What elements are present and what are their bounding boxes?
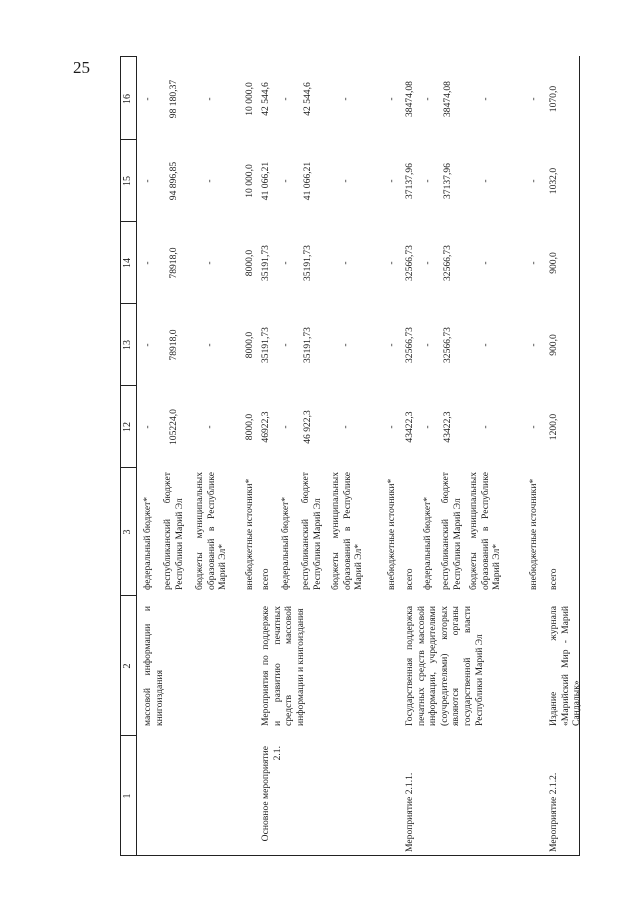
row-0-2-c13: -	[204, 343, 215, 347]
row-2-4-c15: -	[528, 179, 539, 183]
row-0-1-c13: 78918,0	[168, 329, 179, 361]
row-2-4-c12: -	[528, 425, 539, 429]
row-2-source-0: всего	[404, 568, 415, 590]
row-2-2-c12: 43422,3	[442, 411, 453, 443]
row-3-0-c14: 900,0	[548, 252, 559, 274]
row-2-3-c16: -	[480, 97, 491, 101]
row-0-source-0: федеральный бюджет*	[142, 496, 153, 590]
header-divider	[120, 385, 136, 386]
row-1-source-0: всего	[260, 568, 271, 590]
row-0-3-c16: 10 000,0	[244, 82, 255, 116]
row-0-name: массовой информации и книгоиздания	[142, 606, 165, 726]
row-2-3-c12: -	[480, 425, 491, 429]
row-1-1-c15: -	[280, 179, 291, 183]
row-2-source-1: федеральный бюджет*	[422, 496, 433, 590]
row-2-4-c16: -	[528, 97, 539, 101]
row-1-0-c13: 35191,73	[260, 327, 271, 363]
row-0-2-c16: -	[204, 97, 215, 101]
row-0-1-c15: 94 896,85	[168, 161, 179, 201]
row-1-0-c12: 46922,3	[260, 411, 271, 443]
row-1-0-c16: 42 544,6	[260, 82, 271, 116]
row-2-4-c13: -	[528, 343, 539, 347]
row-3-name: Издание журнала «Марийский Мир - Марий Сандалык»	[548, 606, 583, 726]
table-top-border	[120, 56, 121, 856]
row-2-code: Мероприятие 2.1.1.	[404, 772, 415, 852]
header-col-15: 15	[122, 176, 133, 186]
row-1-4-c16: -	[386, 97, 397, 101]
header-divider	[120, 139, 136, 140]
row-0-2-c14: -	[204, 261, 215, 265]
row-2-2-c16: 38474,08	[442, 81, 453, 117]
row-3-source-0: всего	[548, 568, 559, 590]
header-col-16: 16	[122, 94, 133, 104]
row-0-2-c15: -	[204, 179, 215, 183]
row-2-1-c12: -	[422, 425, 433, 429]
header-divider	[120, 303, 136, 304]
row-3-code: Мероприятие 2.1.2.	[548, 772, 559, 852]
row-0-0-c12: -	[142, 425, 153, 429]
row-3-0-c12: 1200,0	[548, 413, 559, 441]
row-2-3-c13: -	[480, 343, 491, 347]
row-2-0-c15: 37137,96	[404, 163, 415, 199]
header-col-14: 14	[122, 258, 133, 268]
table-right-border	[120, 56, 136, 57]
row-1-2-c12: 46 922,3	[302, 410, 313, 444]
row-1-3-c13: -	[340, 343, 351, 347]
row-2-4-c14: -	[528, 261, 539, 265]
row-1-3-c16: -	[340, 97, 351, 101]
row-1-0-c14: 35191,73	[260, 245, 271, 281]
row-2-1-c16: -	[422, 97, 433, 101]
row-1-2-c14: 35191,73	[302, 245, 313, 281]
row-1-code: Основное мероприятие 2.1.	[260, 746, 283, 842]
row-3-0-c13: 900,0	[548, 334, 559, 356]
row-1-3-c15: -	[340, 179, 351, 183]
row-2-source-2: республиканский бюджет Республики Марий Эл	[440, 472, 463, 590]
row-0-1-c12: 105224,0	[168, 409, 179, 445]
row-0-0-c13: -	[142, 343, 153, 347]
page-number: 25	[73, 58, 90, 77]
row-1-0-c15: 41 066,21	[260, 161, 271, 201]
row-1-2-c16: 42 544,6	[302, 82, 313, 116]
row-1-3-c14: -	[340, 261, 351, 265]
row-3-0-c15: 1032,0	[548, 167, 559, 195]
row-1-4-c12: -	[386, 425, 397, 429]
row-0-3-c14: 8000,0	[244, 249, 255, 277]
row-2-2-c13: 32566,73	[442, 327, 453, 363]
row-3-0-c16: 1070,0	[548, 85, 559, 113]
header-divider	[120, 467, 136, 468]
header-divider	[120, 595, 136, 596]
row-0-3-c15: 10 000,0	[244, 164, 255, 198]
row-1-4-c13: -	[386, 343, 397, 347]
row-0-1-c14: 78918,0	[168, 247, 179, 279]
row-1-source-3: бюджеты муниципальных образований в Республике Марий Эл*	[330, 472, 365, 590]
table-bottom-border	[579, 56, 580, 856]
row-1-1-c16: -	[280, 97, 291, 101]
row-2-2-c14: 32566,73	[442, 245, 453, 281]
row-1-4-c14: -	[386, 261, 397, 265]
header-divider	[120, 735, 136, 736]
row-0-0-c14: -	[142, 261, 153, 265]
row-2-1-c15: -	[422, 179, 433, 183]
header-divider	[120, 221, 136, 222]
row-1-1-c13: -	[280, 343, 291, 347]
row-2-0-c13: 32566,73	[404, 327, 415, 363]
row-2-0-c14: 32566,73	[404, 245, 415, 281]
row-1-1-c12: -	[280, 425, 291, 429]
header-col-3: 3	[122, 529, 133, 535]
row-1-3-c12: -	[340, 425, 351, 429]
row-1-2-c13: 35191,73	[302, 327, 313, 363]
row-2-3-c15: -	[480, 179, 491, 183]
row-2-1-c13: -	[422, 343, 433, 347]
row-1-1-c14: -	[280, 261, 291, 265]
row-1-2-c15: 41 066,21	[302, 161, 313, 201]
row-0-0-c15: -	[142, 179, 153, 183]
row-0-1-c16: 98 180,37	[168, 79, 179, 119]
row-0-0-c16: -	[142, 97, 153, 101]
row-0-3-c13: 8000,0	[244, 331, 255, 359]
header-col-2: 2	[122, 663, 133, 669]
header-col-13: 13	[122, 340, 133, 350]
row-0-2-c12: -	[204, 425, 215, 429]
row-2-source-3: бюджеты муниципальных образований в Республике Марий Эл*	[468, 472, 503, 590]
row-0-3-c12: 8000,0	[244, 413, 255, 441]
row-2-0-c16: 38474,08	[404, 81, 415, 117]
row-2-source-4: внебюджетные источники*	[528, 478, 539, 590]
row-1-source-1: федеральный бюджет*	[280, 496, 291, 590]
row-2-1-c14: -	[422, 261, 433, 265]
header-col-12: 12	[122, 422, 133, 432]
header-col-1: 1	[122, 793, 133, 799]
budget-table	[120, 56, 583, 856]
table-left-border	[120, 855, 580, 856]
header-bottom-border	[136, 56, 137, 856]
row-1-name: Мероприятия по поддержке и развитию печатных средств массовой информации и книгоиздания	[260, 606, 306, 726]
row-2-0-c12: 43422,3	[404, 411, 415, 443]
row-0-source-1: республиканский бюджет Республики Марий Эл	[162, 472, 185, 590]
row-0-source-3: внебюджетные источники*	[244, 478, 255, 590]
row-2-2-c15: 37137,96	[442, 163, 453, 199]
row-0-source-2: бюджеты муниципальных образований в Республике Марий Эл*	[194, 472, 229, 590]
row-1-4-c15: -	[386, 179, 397, 183]
row-2-3-c14: -	[480, 261, 491, 265]
row-1-source-2: республиканский бюджет Республики Марий Эл	[300, 472, 323, 590]
row-1-source-4: внебюджетные источники*	[386, 478, 397, 590]
row-2-name: Государственная поддержка печатных средств массовой информации, учредителями (соучредителями) которых являются органы государственной власти Республики Марий Эл	[404, 606, 485, 726]
